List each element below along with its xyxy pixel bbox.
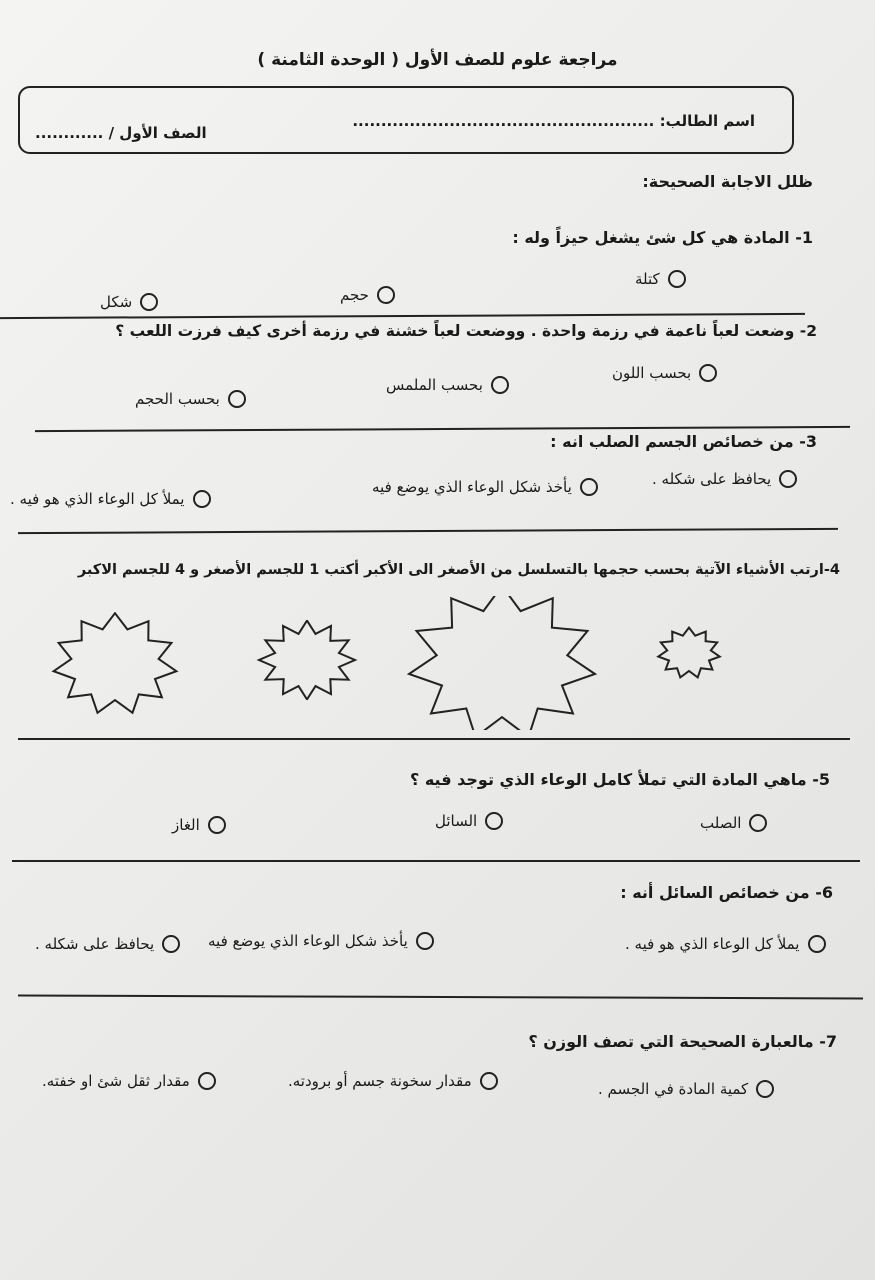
- star-shape-smallest: [655, 626, 723, 680]
- divider: [18, 528, 838, 534]
- q1-option-3[interactable]: شكل: [100, 293, 158, 311]
- class-field[interactable]: الصف الأول / ............: [35, 124, 207, 142]
- q2-option-2[interactable]: بحسب الملمس: [386, 376, 509, 394]
- radio-circle-icon: [416, 932, 434, 950]
- radio-circle-icon: [228, 390, 246, 408]
- q5-option-3[interactable]: الغاز: [172, 816, 226, 834]
- radio-circle-icon: [756, 1080, 774, 1098]
- q1-option-1[interactable]: كتلة: [635, 270, 686, 288]
- radio-circle-icon: [485, 812, 503, 830]
- worksheet-title: مراجعة علوم للصف الأول ( الوحدة الثامنة ): [257, 50, 618, 70]
- question-7: 7- مالعبارة الصحيحة التي تصف الوزن ؟: [528, 1032, 837, 1051]
- q7-option-1[interactable]: كمية المادة في الجسم .: [598, 1080, 774, 1098]
- radio-circle-icon: [491, 376, 509, 394]
- q5-option-2[interactable]: السائل: [435, 812, 503, 830]
- question-4: 4-ارتب الأشياء الآتية بحسب حجمها بالتسلسل من الأصغر الى الأكبر أكتب 1 للجسم الأصغر و 4 للجسم الاكبر: [77, 562, 840, 578]
- radio-circle-icon: [668, 270, 686, 288]
- q7-option-2[interactable]: مقدار سخونة جسم أو برودته.: [288, 1072, 498, 1090]
- radio-circle-icon: [162, 935, 180, 953]
- radio-circle-icon: [377, 286, 395, 304]
- q3-option-3[interactable]: يملأ كل الوعاء الذي هو فيه .: [10, 490, 211, 508]
- radio-circle-icon: [779, 470, 797, 488]
- q1-option-2[interactable]: حجم: [340, 286, 395, 304]
- radio-circle-icon: [749, 814, 767, 832]
- q6-option-1[interactable]: يملأ كل الوعاء الذي هو فيه .: [625, 935, 826, 953]
- divider: [18, 995, 863, 1000]
- star-shape-medium: [50, 612, 180, 717]
- radio-circle-icon: [699, 364, 717, 382]
- q6-option-2[interactable]: يأخذ شكل الوعاء الذي يوضع فيه: [208, 932, 434, 950]
- question-1: 1- المادة هي كل شئ يشغل حيزاً وله :: [512, 228, 813, 247]
- divider: [18, 738, 850, 740]
- q5-option-1[interactable]: الصلب: [700, 814, 767, 832]
- radio-circle-icon: [208, 816, 226, 834]
- radio-circle-icon: [198, 1072, 216, 1090]
- question-2: 2- وضعت لعباً ناعمة في رزمة واحدة . ووضعت لعباً خشنة في رزمة أخرى كيف فرزت اللعب ؟: [115, 322, 817, 340]
- q3-option-1[interactable]: يحافظ على شكله .: [652, 470, 797, 488]
- instruction: ظلل الاجابة الصحيحة:: [642, 172, 813, 191]
- star-shape-small: [256, 620, 358, 700]
- question-6: 6- من خصائص السائل أنه :: [620, 883, 833, 902]
- q6-option-3[interactable]: يحافظ على شكله .: [35, 935, 180, 953]
- radio-circle-icon: [140, 293, 158, 311]
- student-name-field[interactable]: اسم الطالب: .....................................................: [352, 112, 755, 130]
- radio-circle-icon: [580, 478, 598, 496]
- question-5: 5- ماهي المادة التي تملأ كامل الوعاء الذي توجد فيه ؟: [410, 770, 830, 789]
- q2-option-1[interactable]: بحسب اللون: [612, 364, 717, 382]
- question-3: 3- من خصائص الجسم الصلب انه :: [550, 432, 817, 451]
- divider: [0, 313, 805, 319]
- star-shape-largest: [404, 596, 600, 730]
- radio-circle-icon: [480, 1072, 498, 1090]
- q2-option-3[interactable]: بحسب الحجم: [135, 390, 246, 408]
- divider: [12, 860, 860, 862]
- q3-option-2[interactable]: يأخذ شكل الوعاء الذي يوضع فيه: [372, 478, 598, 496]
- radio-circle-icon: [193, 490, 211, 508]
- radio-circle-icon: [808, 935, 826, 953]
- q7-option-3[interactable]: مقدار ثقل شئ او خفته.: [42, 1072, 216, 1090]
